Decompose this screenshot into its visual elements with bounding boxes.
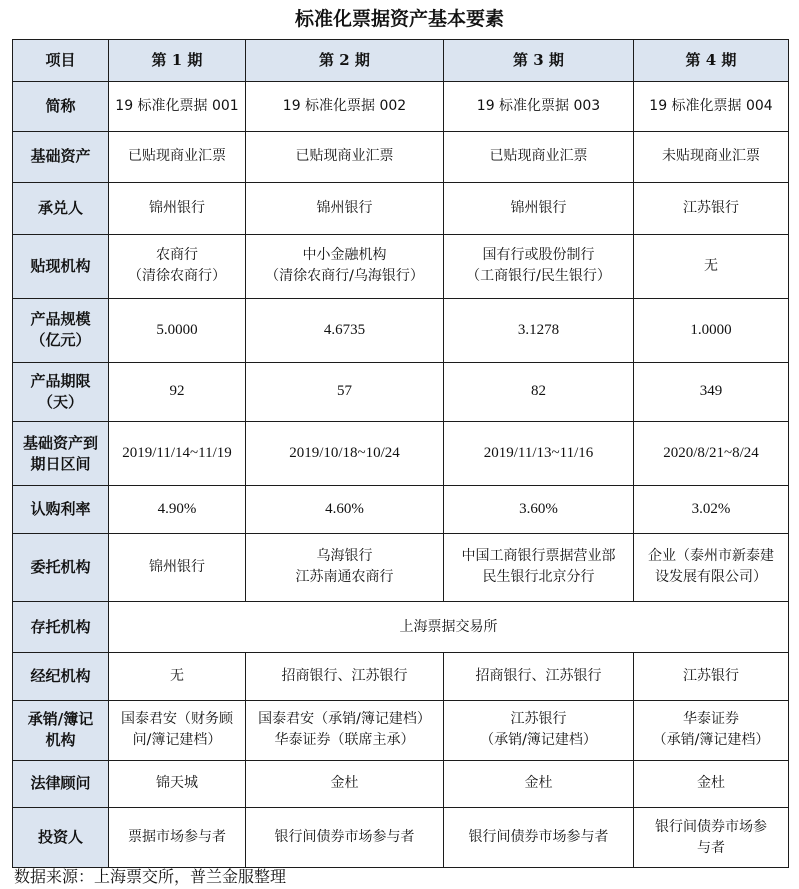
row-label: 法律顾问 <box>13 760 109 807</box>
asset-elements-table <box>12 39 789 868</box>
table-cell: 江苏银行 （承销/簿记建档） <box>444 700 634 760</box>
table-cell: 金杜 <box>634 760 789 807</box>
row-label: 承销/簿记 机构 <box>13 700 109 760</box>
table-cell: 1.0000 <box>634 298 789 362</box>
table-cell-merged: 上海票据交易所 <box>109 601 789 653</box>
row-label: 贴现机构 <box>13 234 109 298</box>
header-period-1: 第 1 期 <box>109 40 246 82</box>
table-row <box>13 808 789 868</box>
table-cell: 国泰君安（财务顾 问/簿记建档） <box>109 700 246 760</box>
table-cell: 银行间债券市场参 与者 <box>634 808 789 868</box>
table-row <box>13 183 789 235</box>
table-cell: 无 <box>634 234 789 298</box>
table-row <box>13 234 789 298</box>
row-label: 认购利率 <box>13 486 109 533</box>
table-cell: 2020/8/21~8/24 <box>634 422 789 486</box>
table-row <box>13 533 789 601</box>
row-label: 产品规模 （亿元） <box>13 298 109 362</box>
table-cell: 中小金融机构 （清徐农商行/乌海银行） <box>246 234 444 298</box>
table-cell: 国泰君安（承销/簿记建档） 华泰证券（联席主承） <box>246 700 444 760</box>
table-cell: 企业（泰州市新泰建 设发展有限公司） <box>634 533 789 601</box>
table-cell: 19 标准化票据 003 <box>444 82 634 132</box>
table-cell: 2019/10/18~10/24 <box>246 422 444 486</box>
table-cell: 2019/11/13~11/16 <box>444 422 634 486</box>
table-cell: 无 <box>109 653 246 700</box>
table-cell: 19 标准化票据 004 <box>634 82 789 132</box>
header-item: 项目 <box>13 40 109 82</box>
table-body <box>13 82 789 868</box>
row-label: 承兑人 <box>13 183 109 235</box>
table-cell: 锦州银行 <box>109 533 246 601</box>
table-cell: 4.60% <box>246 486 444 533</box>
table-row <box>13 422 789 486</box>
table-title: 标准化票据资产基本要素 <box>294 8 504 30</box>
table-cell: 票据市场参与者 <box>109 808 246 868</box>
table-cell: 乌海银行 江苏南通农商行 <box>246 533 444 601</box>
table-cell: 国有行或股份制行 （工商银行/民生银行） <box>444 234 634 298</box>
table-row <box>13 760 789 807</box>
row-label: 经纪机构 <box>13 653 109 700</box>
row-label: 委托机构 <box>13 533 109 601</box>
table-cell: 92 <box>109 362 246 422</box>
table-cell: 锦州银行 <box>444 183 634 235</box>
table-cell: 已贴现商业汇票 <box>444 131 634 183</box>
header-row <box>13 40 789 82</box>
row-label: 简称 <box>13 82 109 132</box>
table-cell: 3.02% <box>634 486 789 533</box>
row-label: 投资人 <box>13 808 109 868</box>
row-label: 基础资产到 期日区间 <box>13 422 109 486</box>
table-cell: 4.90% <box>109 486 246 533</box>
header-period-4: 第 4 期 <box>634 40 789 82</box>
table-cell: 江苏银行 <box>634 183 789 235</box>
table-cell: 19 标准化票据 002 <box>246 82 444 132</box>
table-cell: 江苏银行 <box>634 653 789 700</box>
table-cell: 招商银行、江苏银行 <box>444 653 634 700</box>
table-row <box>13 298 789 362</box>
table-cell: 57 <box>246 362 444 422</box>
header-period-3: 第 3 期 <box>444 40 634 82</box>
table-row <box>13 82 789 132</box>
table-row <box>13 653 789 700</box>
table-cell: 3.60% <box>444 486 634 533</box>
table-cell: 招商银行、江苏银行 <box>246 653 444 700</box>
table-cell: 银行间债券市场参与者 <box>246 808 444 868</box>
table-cell: 19 标准化票据 001 <box>109 82 246 132</box>
table-cell: 金杜 <box>246 760 444 807</box>
table-cell: 4.6735 <box>246 298 444 362</box>
table-cell: 未贴现商业汇票 <box>634 131 789 183</box>
table-row <box>13 700 789 760</box>
table-cell: 中国工商银行票据营业部 民生银行北京分行 <box>444 533 634 601</box>
table-cell: 已贴现商业汇票 <box>109 131 246 183</box>
table-row <box>13 362 789 422</box>
table-cell: 金杜 <box>444 760 634 807</box>
table-cell: 5.0000 <box>109 298 246 362</box>
table-cell: 349 <box>634 362 789 422</box>
table-row <box>13 486 789 533</box>
data-source-note: 数据来源：上海票交所，普兰金服整理 <box>14 867 287 886</box>
table-cell: 华泰证券 （承销/簿记建档） <box>634 700 789 760</box>
header-period-2: 第 2 期 <box>246 40 444 82</box>
table-cell: 2019/11/14~11/19 <box>109 422 246 486</box>
row-label: 产品期限 （天） <box>13 362 109 422</box>
table-cell: 锦天城 <box>109 760 246 807</box>
table-cell: 锦州银行 <box>246 183 444 235</box>
row-label: 存托机构 <box>13 601 109 653</box>
table-row <box>13 601 789 653</box>
row-label: 基础资产 <box>13 131 109 183</box>
table-cell: 银行间债券市场参与者 <box>444 808 634 868</box>
table-row <box>13 131 789 183</box>
table-cell: 3.1278 <box>444 298 634 362</box>
table-cell: 锦州银行 <box>109 183 246 235</box>
table-cell: 农商行 （清徐农商行） <box>109 234 246 298</box>
table-cell: 82 <box>444 362 634 422</box>
table-cell: 已贴现商业汇票 <box>246 131 444 183</box>
